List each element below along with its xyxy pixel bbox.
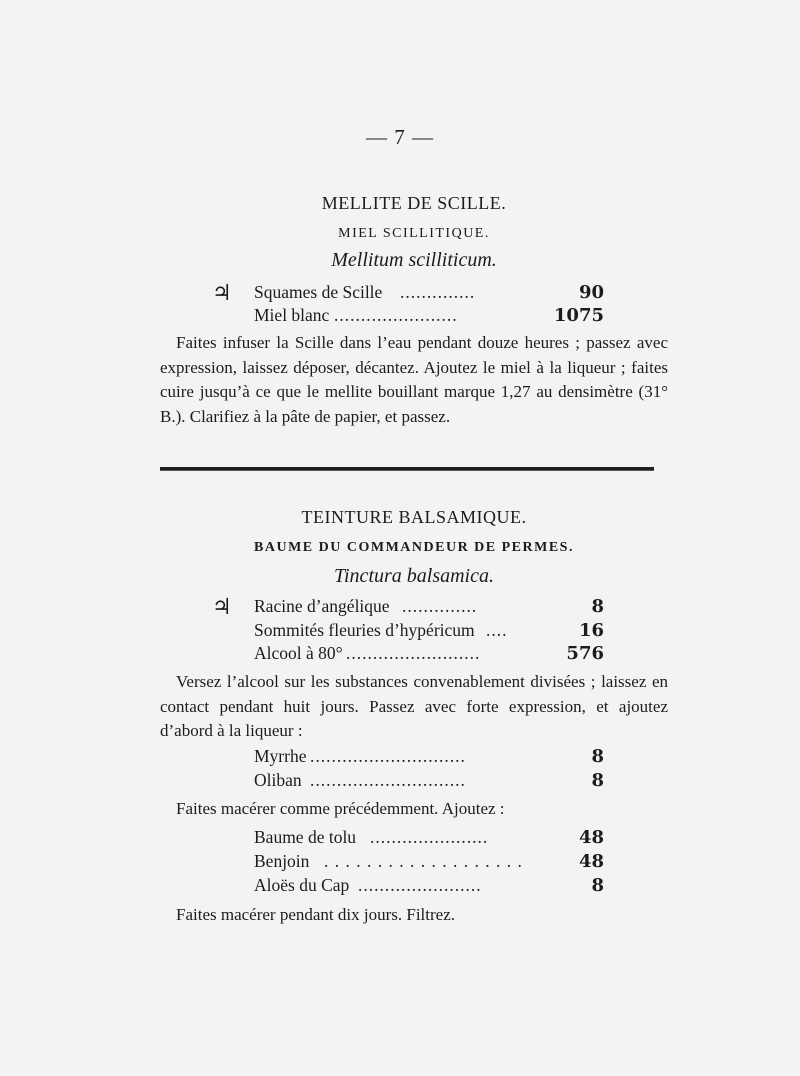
- section-subtitle: BAUME DU COMMANDEUR DE PERMES.: [254, 540, 574, 555]
- leader-dots: .........................: [346, 643, 481, 663]
- preparation-paragraph: Versez l’alcool sur les substances convenablement divisées ; laissez en contact pendant huit jours. Passez avec forte expression, et ajoutez d’abord à la liqueur :: [160, 672, 668, 740]
- section-title: MELLITE DE SCILLE.: [321, 193, 507, 213]
- section-divider-thin: [160, 470, 654, 471]
- preparation-paragraph: Faites infuser la Scille dans l’eau pendant douze heures ; passez avec expression, laissez déposer, décantez. Ajoutez le miel à la liqueur ; faites cuire jusqu’à ce que le mellite bouillant marque 1,27 au densimètre (31° B.). Clarifiez à la pâte de papier, et passez.: [160, 333, 668, 426]
- ingredient-row: [254, 827, 604, 851]
- preparation-paragraph: Faites macérer pendant dix jours. Filtrez.: [176, 905, 455, 924]
- ingredient-name: Racine d’angélique: [254, 596, 390, 616]
- page-number: — 7 —: [366, 125, 434, 149]
- ingredient-row: [254, 620, 604, 644]
- preparation-paragraph: Faites macérer comme précédemment. Ajoutez :: [176, 799, 505, 818]
- ingredient-quantity: 8: [591, 875, 604, 896]
- ingredient-name: Aloës du Cap: [254, 875, 350, 895]
- leader-dots: ....: [486, 620, 508, 640]
- ingredient-row: [254, 746, 604, 770]
- ingredient-row: [254, 770, 604, 794]
- ingredient-row: [254, 875, 604, 899]
- leader-dots: ......................: [370, 827, 489, 847]
- leader-dots: .......................: [334, 305, 458, 325]
- ingredient-name: Oliban: [254, 770, 302, 790]
- ingredient-quantity: 90: [578, 282, 604, 303]
- ingredient-name: Sommités fleuries d’hypéricum: [254, 620, 475, 640]
- ingredient-name: Benjoin: [254, 851, 310, 871]
- section-title: TEINTURE BALSAMIQUE.: [301, 507, 527, 527]
- latin-name: Mellitum scilliticum.: [331, 249, 497, 271]
- ingredient-row: [254, 305, 604, 329]
- latin-name: Tinctura balsamica.: [333, 565, 494, 587]
- section-subtitle: MIEL SCILLITIQUE.: [338, 226, 490, 241]
- ingredient-name: Myrrhe: [254, 746, 307, 766]
- recipe-symbol: ♃: [212, 280, 232, 305]
- recipe-symbol: ♃: [212, 594, 232, 619]
- ingredient-name: Alcool à 80°: [254, 643, 343, 663]
- leader-dots: .............................: [310, 746, 466, 766]
- leader-dots: . . . . . . . . . . . . . . . . . . .: [324, 851, 523, 871]
- leader-dots: ..............: [402, 596, 478, 616]
- ingredient-quantity: 8: [591, 596, 604, 617]
- ingredient-quantity: 8: [591, 746, 604, 767]
- leader-dots: .......................: [358, 875, 482, 895]
- ingredient-quantity: 1075: [553, 305, 604, 326]
- ingredient-quantity: 576: [566, 643, 604, 664]
- ingredient-row: [254, 643, 604, 667]
- ingredient-name: Miel blanc: [254, 305, 330, 325]
- ingredient-name: Baume de tolu: [254, 827, 357, 847]
- ingredient-quantity: 16: [578, 620, 604, 641]
- ingredient-row: [254, 596, 604, 620]
- ingredient-row: [254, 282, 604, 306]
- ingredient-quantity: 8: [591, 770, 604, 791]
- leader-dots: .............................: [310, 770, 466, 790]
- ingredient-quantity: 48: [578, 851, 604, 872]
- ingredient-row: [254, 851, 604, 875]
- leader-dots: ..............: [400, 282, 476, 302]
- ingredient-name: Squames de Scille: [254, 282, 383, 302]
- ingredient-quantity: 48: [578, 827, 604, 848]
